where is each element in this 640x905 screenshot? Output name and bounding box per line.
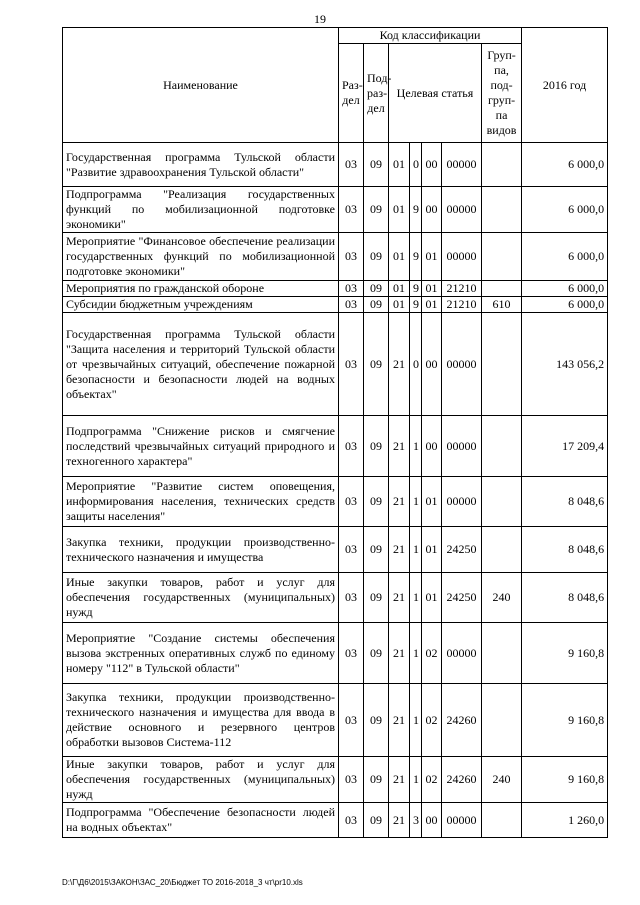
podrazdel-code: 09 [364,281,389,297]
razdel-code: 03 [339,684,364,757]
podrazdel-code: 09 [364,416,389,477]
table-row [63,143,608,187]
razdel-code: 03 [339,416,364,477]
target-event-code: 00 [422,416,442,477]
target-direction-code: 00000 [442,477,482,527]
row-name: Подпрограмма "Снижение рисков и смягчение последствий чрезвычайных ситуаций природного и техногенного характера" [63,416,339,477]
target-subprogram-code: 1 [410,757,422,803]
table-row [63,233,608,281]
target-subprogram-code: 1 [410,623,422,684]
target-direction-code: 00000 [442,143,482,187]
row-name: Подпрограмма "Обеспечение безопасности людей на водных объектах" [63,803,339,838]
target-event-code: 01 [422,297,442,313]
target-direction-code: 00000 [442,313,482,416]
amount-2016: 6 000,0 [522,233,608,281]
table-row [63,297,608,313]
header-target: Целевая статья [389,44,482,143]
razdel-code: 03 [339,477,364,527]
row-name: Субсидии бюджетным учреждениям [63,297,339,313]
target-subprogram-code: 1 [410,527,422,573]
amount-2016: 6 000,0 [522,187,608,233]
podrazdel-code: 09 [364,623,389,684]
group-code [482,143,522,187]
header-podrazdel: Под-раз-дел [364,44,389,143]
podrazdel-code: 09 [364,684,389,757]
group-code [482,281,522,297]
target-direction-code: 24260 [442,757,482,803]
target-event-code: 01 [422,527,442,573]
amount-2016: 9 160,8 [522,623,608,684]
target-direction-code: 00000 [442,803,482,838]
razdel-code: 03 [339,527,364,573]
razdel-code: 03 [339,803,364,838]
group-code [482,416,522,477]
razdel-code: 03 [339,143,364,187]
amount-2016: 9 160,8 [522,757,608,803]
table-row [63,573,608,623]
row-name: Мероприятие "Создание системы обеспечения вызова экстренных оперативных служб по единому номеру "112" в Тульской области" [63,623,339,684]
target-subprogram-code: 3 [410,803,422,838]
table-row [63,757,608,803]
page-number: 19 [314,12,326,26]
row-name: Иные закупки товаров, работ и услуг для обеспечения государственных (муниципальных) нужд [63,573,339,623]
header-group: Груп-па, под-груп-па видов [482,44,522,143]
target-direction-code: 00000 [442,623,482,684]
header-name: Наименование [63,28,339,143]
target-program-code: 01 [389,297,410,313]
footer-path: D:\Г\Д6\2015\ЗАКОН\ЗАС_20\Бюджет ТО 2016-2018_3 чт\pr10.xls [62,878,303,887]
table-row [63,623,608,684]
target-event-code: 02 [422,757,442,803]
target-direction-code: 00000 [442,416,482,477]
target-subprogram-code: 1 [410,477,422,527]
budget-table [62,27,608,838]
target-program-code: 21 [389,573,410,623]
target-event-code: 01 [422,281,442,297]
row-name: Подпрограмма "Реализация государственных функций по мобилизационной подготовке экономики" [63,187,339,233]
target-subprogram-code: 1 [410,573,422,623]
table-row [63,187,608,233]
target-event-code: 01 [422,233,442,281]
amount-2016: 6 000,0 [522,281,608,297]
table-row [63,527,608,573]
amount-2016: 8 048,6 [522,527,608,573]
razdel-code: 03 [339,573,364,623]
amount-2016: 8 048,6 [522,477,608,527]
group-code [482,187,522,233]
target-direction-code: 00000 [442,187,482,233]
table-row [63,477,608,527]
target-event-code: 01 [422,477,442,527]
target-subprogram-code: 9 [410,187,422,233]
target-program-code: 01 [389,281,410,297]
target-subprogram-code: 9 [410,233,422,281]
amount-2016: 143 056,2 [522,313,608,416]
target-program-code: 21 [389,623,410,684]
target-event-code: 02 [422,684,442,757]
row-name: Закупка техники, продукции производственно-технического назначения и имущества для ввода в действие основного и резервного центров обработки вызовов Система-112 [63,684,339,757]
row-name: Государственная программа Тульской области "Защита населения и территорий Тульской области от чрезвычайных ситуаций, обеспечение пожарной безопасности и безопасности людей на водных объектах" [63,313,339,416]
podrazdel-code: 09 [364,477,389,527]
amount-2016: 9 160,8 [522,684,608,757]
target-program-code: 01 [389,233,410,281]
target-program-code: 21 [389,313,410,416]
podrazdel-code: 09 [364,757,389,803]
target-event-code: 01 [422,573,442,623]
group-code [482,477,522,527]
razdel-code: 03 [339,281,364,297]
group-code [482,313,522,416]
group-code [482,527,522,573]
podrazdel-code: 09 [364,573,389,623]
table-row [63,684,608,757]
table-row [63,416,608,477]
razdel-code: 03 [339,233,364,281]
target-direction-code: 21210 [442,281,482,297]
target-direction-code: 24260 [442,684,482,757]
target-program-code: 21 [389,416,410,477]
target-program-code: 01 [389,187,410,233]
table-row [63,313,608,416]
amount-2016: 6 000,0 [522,143,608,187]
target-subprogram-code: 1 [410,416,422,477]
amount-2016: 1 260,0 [522,803,608,838]
razdel-code: 03 [339,313,364,416]
podrazdel-code: 09 [364,233,389,281]
podrazdel-code: 09 [364,803,389,838]
header-row-top [63,28,608,44]
group-code: 240 [482,757,522,803]
podrazdel-code: 09 [364,143,389,187]
header-code: Код классификации [339,28,522,44]
table-row [63,281,608,297]
target-program-code: 21 [389,477,410,527]
row-name: Мероприятия по гражданской обороне [63,281,339,297]
podrazdel-code: 09 [364,187,389,233]
target-subprogram-code: 1 [410,684,422,757]
target-program-code: 01 [389,143,410,187]
header-year: 2016 год [522,28,608,143]
group-code [482,684,522,757]
podrazdel-code: 09 [364,297,389,313]
header-razdel: Раз-дел [339,44,364,143]
razdel-code: 03 [339,187,364,233]
amount-2016: 6 000,0 [522,297,608,313]
razdel-code: 03 [339,297,364,313]
target-program-code: 21 [389,684,410,757]
row-name: Мероприятие "Развитие систем оповещения, информирования населения, технических средств защиты населения" [63,477,339,527]
row-name: Иные закупки товаров, работ и услуг для обеспечения государственных (муниципальных) нужд [63,757,339,803]
target-subprogram-code: 0 [410,313,422,416]
target-program-code: 21 [389,757,410,803]
group-code: 610 [482,297,522,313]
target-event-code: 00 [422,313,442,416]
target-event-code: 02 [422,623,442,684]
group-code [482,803,522,838]
target-subprogram-code: 0 [410,143,422,187]
group-code [482,233,522,281]
amount-2016: 8 048,6 [522,573,608,623]
group-code: 240 [482,573,522,623]
target-program-code: 21 [389,527,410,573]
table-row [63,803,608,838]
target-subprogram-code: 9 [410,297,422,313]
target-direction-code: 00000 [442,233,482,281]
podrazdel-code: 09 [364,527,389,573]
razdel-code: 03 [339,757,364,803]
target-direction-code: 21210 [442,297,482,313]
target-direction-code: 24250 [442,527,482,573]
target-program-code: 21 [389,803,410,838]
row-name: Закупка техники, продукции производственно-технического назначения и имущества [63,527,339,573]
row-name: Государственная программа Тульской области "Развитие здравоохранения Тульской области" [63,143,339,187]
podrazdel-code: 09 [364,313,389,416]
target-event-code: 00 [422,187,442,233]
table-body [63,143,608,838]
group-code [482,623,522,684]
amount-2016: 17 209,4 [522,416,608,477]
target-event-code: 00 [422,143,442,187]
target-subprogram-code: 9 [410,281,422,297]
row-name: Мероприятие "Финансовое обеспечение реализации государственных функций по мобилизационной подготовке экономики" [63,233,339,281]
razdel-code: 03 [339,623,364,684]
target-event-code: 00 [422,803,442,838]
target-direction-code: 24250 [442,573,482,623]
